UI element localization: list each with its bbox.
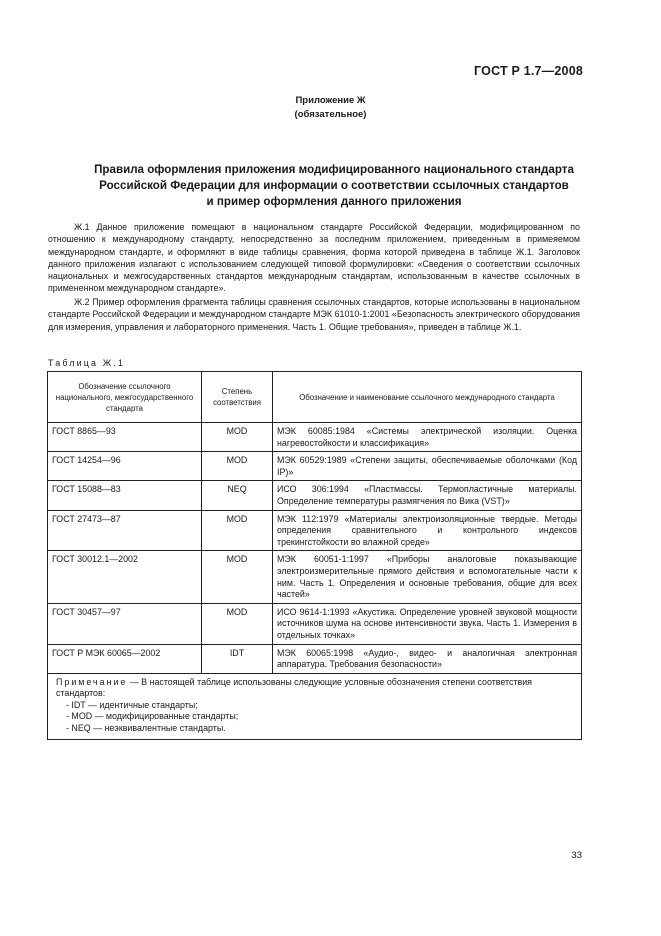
international-standard-cell: ИСО 9614-1:1993 «Акустика. Определение уровней звуковой мощности источников шума на основе интенсивности звука. Часть 1. Измерения в отдельных точках»	[273, 603, 582, 644]
paragraph-zh2	[48, 296, 580, 333]
degree-cell: MOD	[202, 603, 273, 644]
national-standard-cell: ГОСТ 27473—87	[48, 510, 202, 551]
title-line: Российской Федерации для информации о соответствии ссылочных стандартов	[99, 179, 569, 192]
title-line: и пример оформления данного приложения	[206, 195, 462, 208]
degree-cell: IDT	[202, 644, 273, 673]
national-standard-cell: ГОСТ 8865—93	[48, 423, 202, 452]
table-row	[48, 551, 582, 603]
paragraph-text: Ж.2 Пример оформления фрагмента таблицы сравнения ссылочных стандартов, которые использованы в национальном стандарте Российской Федерации и международном стандарте МЭК 61010-1:2001 «Безопасность электрического оборудования для измерения, управления и лабораторного применения. Часть 1. Общие требования», приведен в таблице Ж.1.	[48, 297, 580, 332]
international-standard-cell: МЭК 60529:1989 «Степени защиты, обеспечиваемые оболочками (Код IP)»	[273, 452, 582, 481]
note-text: — В настоящей таблице использованы следующие условные обозначения степени соответствия стандартов:	[56, 676, 532, 699]
national-standard-cell: ГОСТ 14254—96	[48, 452, 202, 481]
international-standard-cell: ИСО 306:1994 «Пластмассы. Термопластичные материалы. Определение температуры размягчения по Вика (VST)»	[273, 481, 582, 510]
note-item: - MOD — модифицированные стандарты;	[66, 711, 239, 722]
national-standard-cell: ГОСТ 15088—83	[48, 481, 202, 510]
national-standard-cell: ГОСТ Р МЭК 60065—2002	[48, 644, 202, 673]
national-standard-cell: ГОСТ 30012.1—2002	[48, 551, 202, 603]
degree-cell: MOD	[202, 452, 273, 481]
annex-title: Приложение Ж	[295, 95, 366, 106]
header-national-standard: Обозначение ссылочного национального, межгосударственного стандарта	[48, 372, 202, 423]
paragraph-zh1	[48, 221, 580, 295]
annex-status: (обязательное)	[294, 109, 367, 120]
degree-cell: MOD	[202, 423, 273, 452]
title-line: Правила оформления приложения модифицированного национального стандарта	[94, 163, 574, 176]
international-standard-cell: МЭК 60051-1:1997 «Приборы аналоговые показывающие электроизмерительные прямого действия и вспомогательные части к ним. Часть 1. Определения и основные требования, общие для всех частей»	[273, 551, 582, 603]
table-row	[48, 510, 582, 551]
degree-cell: NEQ	[202, 481, 273, 510]
table-caption: Таблица Ж.1	[48, 358, 126, 368]
annex-heading	[0, 94, 661, 122]
table-header-row	[48, 372, 582, 423]
table-note	[48, 673, 582, 739]
table-row	[48, 603, 582, 644]
table-note-row	[48, 673, 582, 739]
note-item: - NEQ — неэквивалентные стандарты.	[66, 723, 226, 734]
table-row	[48, 644, 582, 673]
degree-cell: MOD	[202, 551, 273, 603]
header-international-standard: Обозначение и наименование ссылочного международного стандарта	[273, 372, 582, 423]
national-standard-cell: ГОСТ 30457—97	[48, 603, 202, 644]
table-row	[48, 423, 582, 452]
table-row	[48, 452, 582, 481]
note-label: Примечание	[56, 676, 128, 687]
international-standard-cell: МЭК 112:1979 «Материалы электроизоляционные твердые. Методы определения сравнительного и контрольного индексов трекингстойкости во влажной среде»	[273, 510, 582, 551]
annex-main-title	[60, 162, 608, 210]
table-row	[48, 481, 582, 510]
note-item: - IDT — идентичные стандарты;	[66, 699, 198, 710]
degree-cell: MOD	[202, 510, 273, 551]
international-standard-cell: МЭК 60065:1998 «Аудио-, видео- и аналогичная электронная аппаратура. Требования безопасности»	[273, 644, 582, 673]
note-intro	[56, 677, 577, 700]
international-standard-cell: МЭК 60085:1984 «Системы электрической изоляции. Оценка нагревостойкости и классификация»	[273, 423, 582, 452]
paragraph-text: Ж.1 Данное приложение помещают в национальном стандарте Российской Федерации, модифицированном по отношению к международному стандарту, непосредственно за последним приложением, приведенным в примеяемом международном стандарте, и оформляют в виде таблицы сравнения, форма которой приведена в таблице Ж.1. Заголовок данного приложения излагают с использованием следующей типовой формулировки: «Сведения о соответствии ссылочных национальных и межгосударственных стандартов международным стандартам, использованным в качестве ссылочных в примененном международном стандарте».	[48, 222, 580, 294]
document-code: ГОСТ Р 1.7—2008	[474, 64, 583, 78]
comparison-table	[47, 371, 582, 740]
header-degree: Степень соответствия	[202, 372, 273, 423]
page-number: 33	[571, 850, 582, 861]
